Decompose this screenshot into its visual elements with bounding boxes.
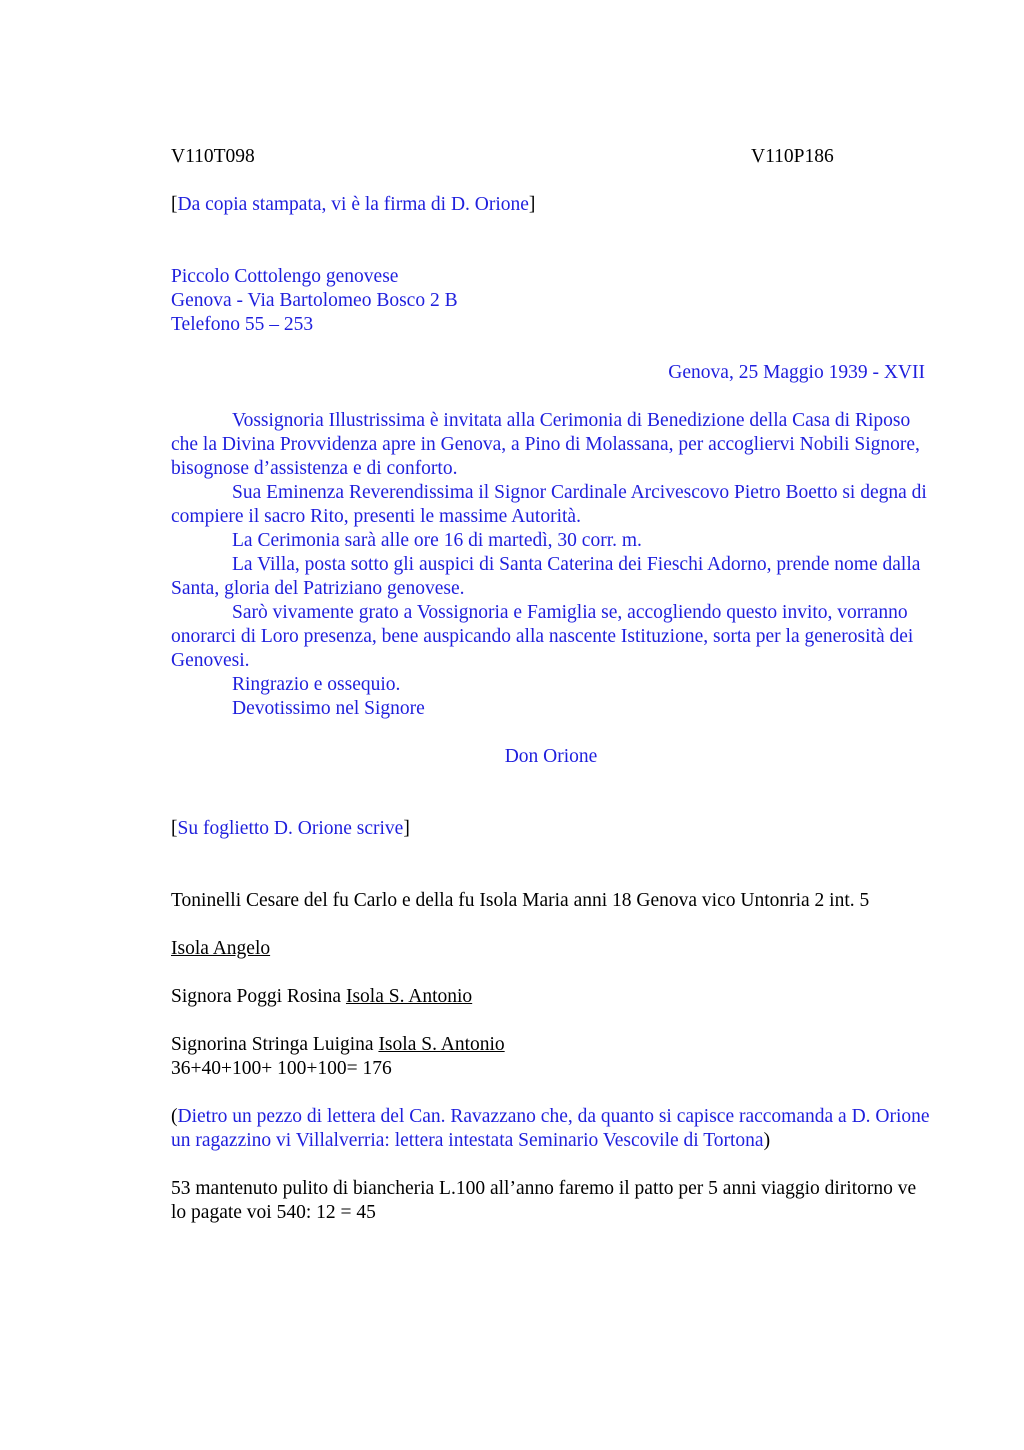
document-page [171, 145, 931, 1225]
document-codes [171, 145, 931, 169]
notes-line-5: 36+40+100+ 100+100= 176 [171, 1058, 392, 1079]
body-paragraph: La Cerimonia sarà alle ore 16 di martedì, 30 corr. m. [232, 530, 642, 551]
source-note-text: Da copia stampata, vi è la firma di D. Orione [177, 194, 529, 215]
underlined-place: Isola S. Antonio [378, 1034, 505, 1055]
letter-fragment-note-text: Dietro un pezzo di lettera del Can. Ravazzano che, da quanto si capisce raccomanda a D. Orione un ragazzino vi Villalverria: lettera intestata Seminario Vescovile di Tortona [171, 1106, 930, 1151]
letter-body [171, 409, 931, 721]
source-note: [Da copia stampata, vi è la firma di D. Orione] [171, 194, 536, 215]
handwritten-note-label-text: Su foglietto D. Orione scrive [177, 818, 404, 839]
letterhead [171, 265, 931, 337]
notes-line-1: Toninelli Cesare del fu Carlo e della fu Isola Maria anni 18 Genova vico Untonria 2 int. 5 [171, 890, 870, 911]
body-paragraph: La Villa, posta sotto gli auspici di Santa Caterina dei Fieschi Adorno, prende nome dalla Santa, gloria del Patriziano genovese. [171, 554, 921, 599]
notes-line-2 [171, 937, 931, 961]
body-paragraph: Vossignoria Illustrissima è invitata alla Cerimonia di Benedizione della Casa di Riposo che la Divina Provvidenza apre in Genova, a Pino di Molassana, per accogliervi Nobili Signore, bisognose d’assistenza e di conforto. [171, 410, 920, 479]
code-right: V110P186 [751, 146, 834, 167]
letterhead-line-1: Piccolo Cottolengo genovese [171, 266, 399, 287]
body-paragraph: Devotissimo nel Signore [232, 698, 425, 719]
notes-line-4: Signorina Stringa Luigina Isola S. Antonio [171, 1034, 505, 1055]
letterhead-line-3: Telefono 55 – 253 [171, 314, 314, 335]
underlined-name: Isola Angelo [171, 938, 271, 959]
body-paragraph: Ringrazio e ossequio. [232, 674, 401, 695]
letter-fragment-note: (Dietro un pezzo di lettera del Can. Ravazzano che, da quanto si capisce raccomanda a D. Orione un ragazzino vi Villalverria: lettera intestata Seminario Vescovile di Tortona) [171, 1106, 930, 1151]
code-left: V110T098 [171, 146, 255, 167]
underlined-place: Isola S. Antonio [345, 986, 473, 1007]
notes-line-3: Signora Poggi Rosina Isola S. Antonio [171, 986, 473, 1007]
handwritten-note-label: [Su foglietto D. Orione scrive] [171, 818, 410, 839]
signature: Don Orione [504, 746, 598, 767]
final-note: 53 mantenuto pulito di biancheria L.100 all’anno faremo il patto per 5 anni viaggio diritorno ve lo pagate voi 540: 12 = 45 [171, 1178, 917, 1223]
body-paragraph: Sua Eminenza Reverendissima il Signor Cardinale Arcivescovo Pietro Boetto si degna di compiere il sacro Rito, presenti le massime Autorità. [171, 482, 927, 527]
letterhead-line-2: Genova - Via Bartolomeo Bosco 2 B [171, 290, 458, 311]
body-paragraph: Sarò vivamente grato a Vossignoria e Famiglia se, accogliendo questo invito, vorranno onorarci di Loro presenza, bene auspicando alla nascente Istituzione, sorta per la generosità dei Genovesi. [171, 602, 914, 671]
letter-date: Genova, 25 Maggio 1939 - XVII [668, 362, 925, 383]
